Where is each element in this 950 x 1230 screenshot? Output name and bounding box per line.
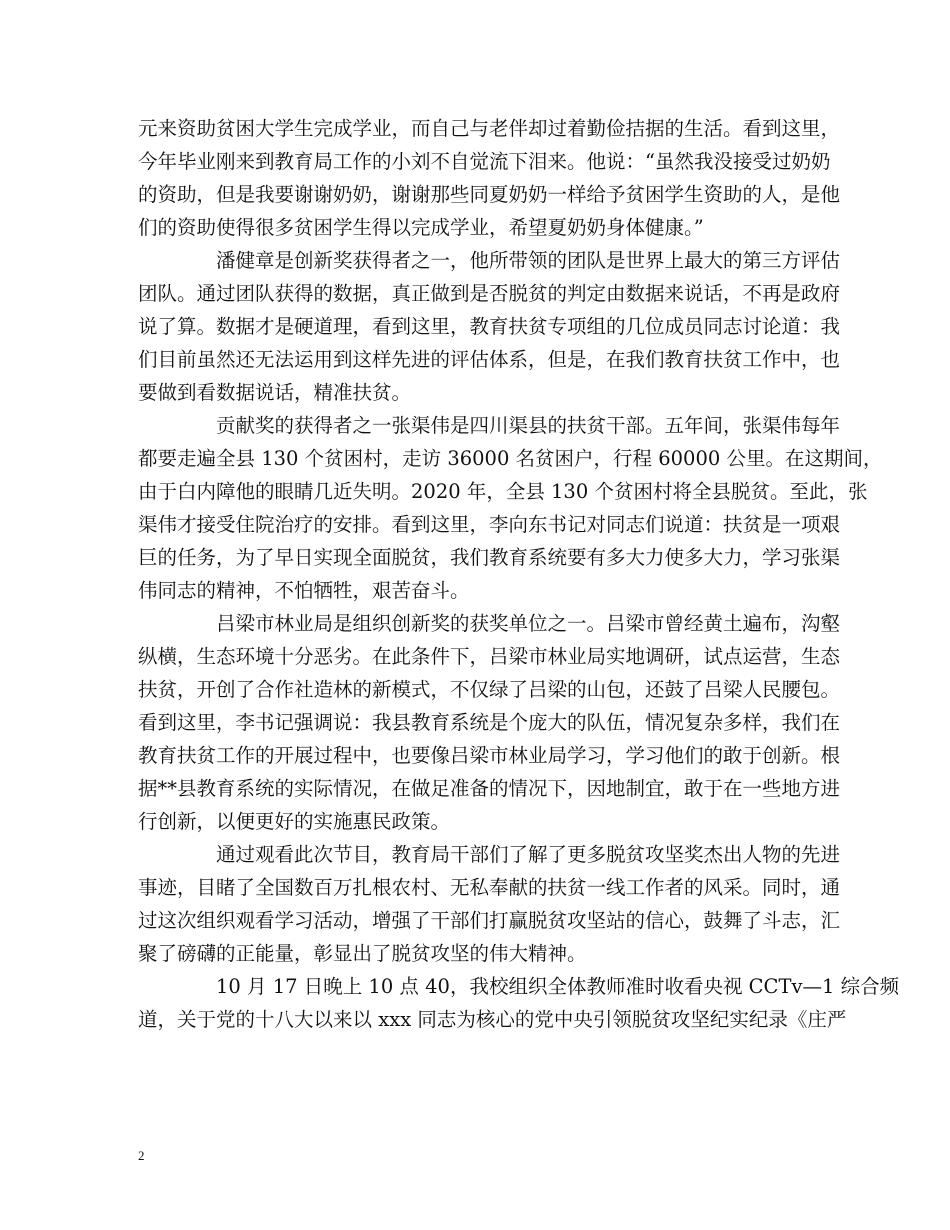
paragraph — [138, 838, 841, 970]
text-line: 伟同志的精神，不怕牺牲，艰苦奋斗。 — [138, 579, 470, 602]
text-line: 过这次组织观看学习活动，增强了干部们打赢脱贫攻坚站的信心，鼓舞了斗志，汇 — [138, 909, 841, 932]
text-line: 们目前虽然还无法运用到这样先进的评估体系，但是，在我们教育扶贫工作中，也 — [138, 348, 841, 371]
text-line: 看到这里，李书记强调说：我县教育系统是个庞大的队伍，情况复杂多样，我们在 — [138, 711, 841, 734]
text-line: 都要走遍全县 130 个贫困村，走访 36000 名贫困户，行程 60000 公里。在这期间， — [138, 447, 883, 470]
text-line: 据**县教育系统的实际情况，在做足准备的情况下，因地制宜，敢于在一些地方进 — [138, 777, 841, 800]
document-body — [138, 112, 900, 1036]
text-line: 们的资助使得很多贫困学生得以完成学业，希望夏奶奶身体健康。” — [138, 216, 704, 239]
text-line: 说了算。数据才是硬道理，看到这里，教育扶贫专项组的几位成员同志讨论道：我 — [138, 315, 841, 338]
text-line: 聚了磅礴的正能量，彰显出了脱贫攻坚的伟大精神。 — [138, 942, 587, 965]
text-line: 扶贫，开创了合作社造林的新模式，不仅绿了吕梁的山包，还鼓了吕梁人民腰包。 — [138, 678, 841, 701]
text-line: 贡献奖的获得者之一张渠伟是四川渠县的扶贫干部。五年间，张渠伟每年 — [216, 414, 841, 437]
text-line: 教育扶贫工作的开展过程中，也要像吕梁市林业局学习，学习他们的敢于创新。根 — [138, 744, 841, 767]
text-line: 纵横，生态环境十分恶劣。在此条件下，吕梁市林业局实地调研，试点运营，生态 — [138, 645, 841, 668]
text-line: 团队。通过团队获得的数据，真正做到是否脱贫的判定由数据来说话，不再是政府 — [138, 282, 841, 305]
text-line: 吕梁市林业局是组织创新奖的获奖单位之一。吕梁市曾经黄土遍布，沟壑 — [216, 612, 841, 635]
text-line: 通过观看此次节目，教育局干部们了解了更多脱贫攻坚奖杰出人物的先进 — [216, 843, 841, 866]
text-line: 要做到看数据说话，精准扶贫。 — [138, 381, 412, 404]
text-line: 行创新，以便更好的实施惠民政策。 — [138, 810, 451, 833]
page-number: 2 — [138, 1148, 145, 1163]
paragraph — [138, 112, 841, 244]
text-line: 今年毕业刚来到教育局工作的小刘不自觉流下泪来。他说：“虽然我没接受过奶奶 — [138, 150, 831, 173]
text-line: 渠伟才接受住院治疗的安排。看到这里，李向东书记对同志们说道：扶贫是一项艰 — [138, 513, 841, 536]
text-line: 潘健章是创新奖获得者之一，他所带领的团队是世界上最大的第三方评估 — [216, 249, 841, 272]
text-line: 道，关于党的十八大以来以 xxx 同志为核心的党中央引领脱贫攻坚纪实纪录《庄严 — [138, 1008, 847, 1031]
paragraph — [138, 409, 883, 607]
text-line: 巨的任务，为了早日实现全面脱贫，我们教育系统要有多大力使多大力，学习张渠 — [138, 546, 841, 569]
paragraph — [138, 970, 900, 1036]
paragraph — [138, 244, 841, 409]
text-line: 的资助，但是我要谢谢奶奶，谢谢那些同夏奶奶一样给予贫困学生资助的人，是他 — [138, 183, 841, 206]
paragraph — [138, 607, 841, 838]
text-line: 由于白内障他的眼睛几近失明。2020 年，全县 130 个贫困村将全县脱贫。至此，张 — [138, 480, 868, 503]
text-line: 元来资助贫困大学生完成学业，而自己与老伴却过着勤俭拮据的生活。看到这里， — [138, 117, 841, 140]
text-line: 事迹，目睹了全国数百万扎根农村、无私奉献的扶贫一线工作者的风采。同时，通 — [138, 876, 841, 899]
text-line: 10 月 17 日晚上 10 点 40，我校组织全体教师准时收看央视 CCTv—1 综合频 — [216, 975, 900, 998]
